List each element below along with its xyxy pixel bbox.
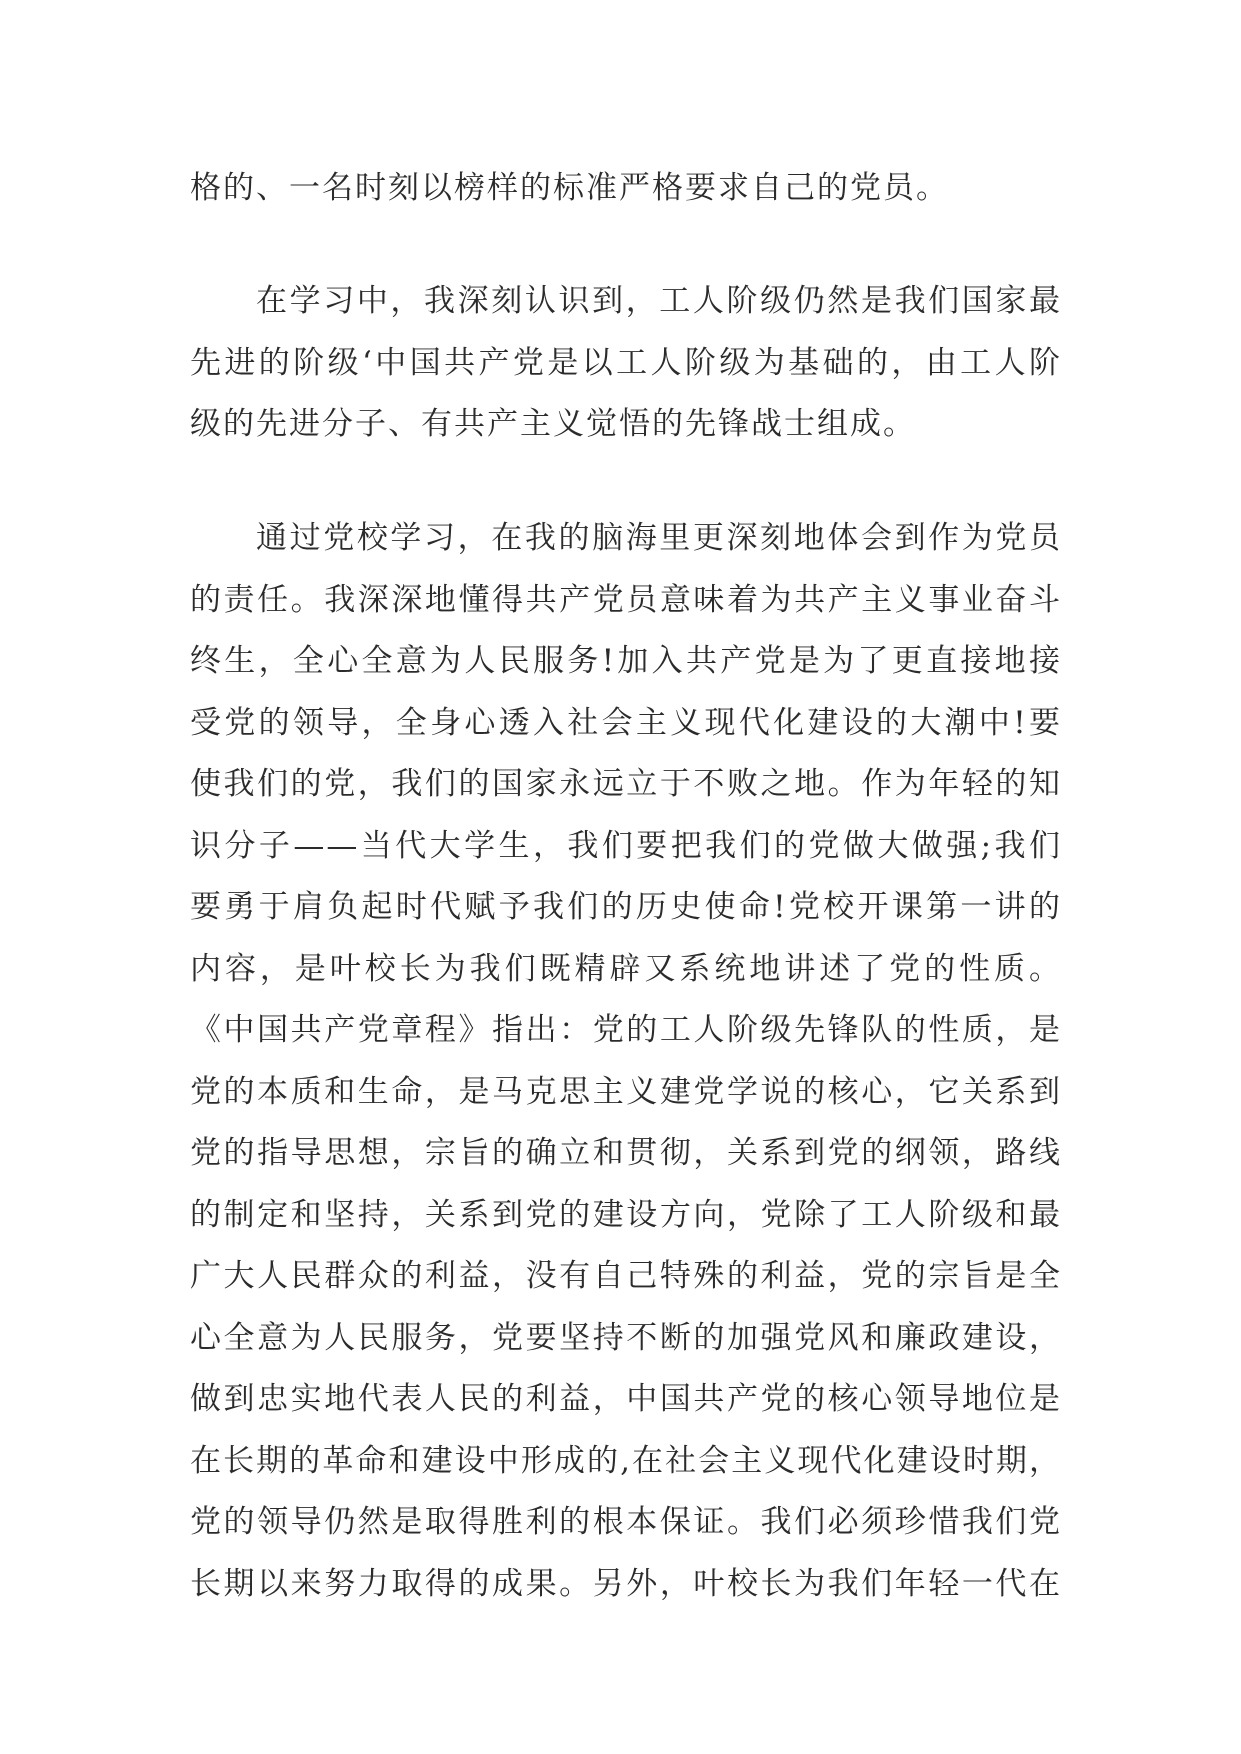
paragraph-line: 党的本质和生命，是马克思主义建党学说的核心，它关系到 — [190, 1073, 1062, 1110]
paragraph-line: 要勇于肩负起时代赋予我们的历史使命!党校开课第一讲的 — [190, 889, 1062, 925]
paragraph-line: 的制定和坚持，关系到党的建设方向，党除了工人阶级和最 — [190, 1196, 1062, 1233]
paragraph-line: 终生，全心全意为人民服务!加入共产党是为了更直接地接 — [190, 643, 1062, 679]
paragraph-line: 做到忠实地代表人民的利益，中国共产党的核心领导地位是 — [190, 1381, 1062, 1417]
paragraph-line: 心全意为人民服务，党要坚持不断的加强党风和廉政建设， — [190, 1319, 1062, 1356]
paragraph-line: 《中国共产党章程》指出：党的工人阶级先锋队的性质，是 — [190, 1012, 1062, 1048]
paragraph-line: 党的领导仍然是取得胜利的根本保证。我们必须珍惜我们党 — [190, 1504, 1062, 1540]
paragraph-2 — [190, 271, 1062, 456]
paragraph-line: 受党的领导，全身心透入社会主义现代化建设的大潮中!要 — [190, 704, 1062, 741]
paragraph-line: 党的指导思想，宗旨的确立和贯彻，关系到党的纲领，路线 — [190, 1135, 1062, 1171]
paragraph-line: 在长期的革命和建设中形成的,在社会主义现代化建设时期， — [190, 1442, 1062, 1479]
paragraph-line: 长期以来努力取得的成果。另外，叶校长为我们年轻一代在 — [190, 1565, 1062, 1602]
paragraph-line: 内容，是叶校长为我们既精辟又系统地讲述了党的性质。 — [190, 950, 1062, 987]
paragraph-line: 通过党校学习，在我的脑海里更深刻地体会到作为党员 — [256, 520, 1062, 556]
paragraph-line: 级的先进分子、有共产主义觉悟的先锋战士组成。 — [190, 406, 916, 442]
paragraph-1 — [190, 158, 1062, 220]
paragraph-line: 先进的阶级‘中国共产党是以工人阶级为基础的，由工人阶 — [190, 344, 1062, 381]
paragraph-3 — [190, 508, 1062, 1615]
paragraph-line: 使我们的党，我们的国家永远立于不败之地。作为年轻的知 — [190, 766, 1062, 802]
paragraph-line: 广大人民群众的利益，没有自己特殊的利益，党的宗旨是全 — [190, 1258, 1062, 1294]
paragraph-line: 在学习中，我深刻认识到，工人阶级仍然是我们国家最 — [256, 283, 1062, 319]
paragraph-line: 的责任。我深深地懂得共产党员意味着为共产主义事业奋斗 — [190, 581, 1062, 618]
paragraph-line: 识分子——当代大学生，我们要把我们的党做大做强;我们 — [190, 827, 1062, 864]
paragraph-line: 格的、一名时刻以榜样的标准严格要求自己的党员。 — [190, 170, 949, 206]
